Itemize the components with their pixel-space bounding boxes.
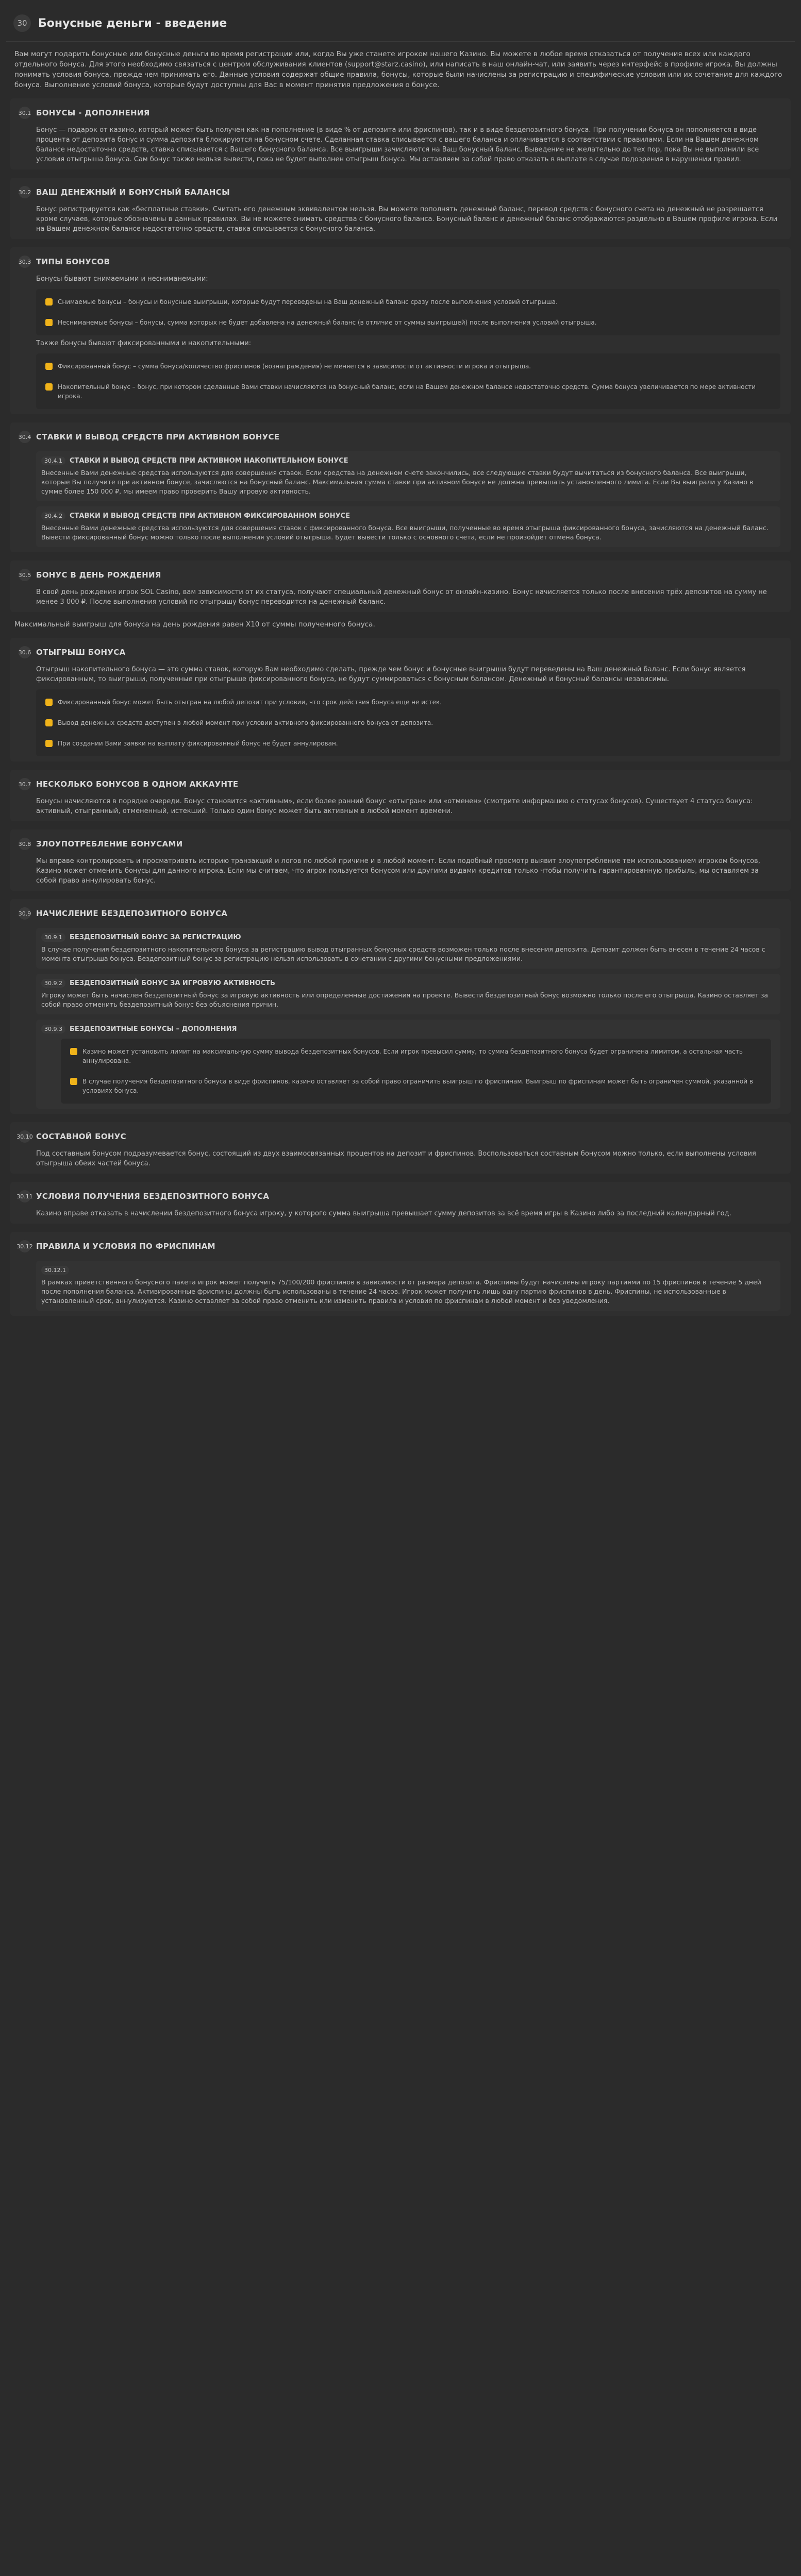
note-item — [40, 314, 776, 331]
section-30-10 — [10, 1122, 791, 1174]
types-intro: Также бонусы бывают фиксированными и накопительными: — [36, 340, 252, 347]
subsection-text: Игроку может быть начислен бездепозитный бонус за игровую активность или определенные достижения на проекте. Вывести бездепозитный бонус возможно только после его отыгрыша. Казино оставляет за собой право отменить бездепозитный бонус без объяснения причин. — [41, 991, 769, 1008]
section-title: ЗЛОУПОТРЕБЛЕНИЕ БОНУСАМИ — [36, 839, 183, 849]
section-number: 30.1 — [19, 107, 31, 119]
section-number: 30.9 — [19, 907, 31, 920]
note-text: Вывод денежных средств доступен в любой момент при условии активного фиксированного бонуса от депозита. — [58, 719, 433, 726]
section-number: 30.3 — [19, 256, 31, 268]
section-title: ОТЫГРЫШ БОНУСА — [36, 648, 126, 657]
section-30-4 — [10, 422, 791, 552]
section-title: БОНУСЫ - ДОПОЛНЕНИЯ — [36, 108, 150, 117]
note-item — [65, 1043, 767, 1070]
section-30-7 — [10, 770, 791, 821]
section-number: 30.10 — [19, 1130, 31, 1143]
subsection-title: СТАВКИ И ВЫВОД СРЕДСТВ ПРИ АКТИВНОМ ФИКСИРОВАННОМ БОНУСЕ — [70, 512, 351, 520]
note-text: Фиксированный бонус – сумма бонуса/количество фриспинов (вознаграждения) не меняется в зависимости от активности игрока и отыгрыша. — [58, 363, 531, 370]
notes-block — [36, 289, 780, 335]
info-dot-icon — [45, 298, 53, 306]
note-item — [40, 358, 776, 375]
subsection-header[interactable] — [41, 979, 775, 988]
section-title: БОНУС В ДЕНЬ РОЖДЕНИЯ — [36, 570, 161, 580]
subsection-30-9-1 — [36, 928, 780, 969]
section-30-12 — [10, 1232, 791, 1316]
subsection-number: 30.9.3 — [41, 1025, 65, 1033]
info-dot-icon — [45, 319, 53, 326]
note-text: При создании Вами заявки на выплату фиксированный бонус не будет аннулирован. — [58, 740, 338, 747]
subsection-number: 30.4.1 — [41, 456, 65, 465]
subsection-title: БЕЗДЕПОЗИТНЫЙ БОНУС ЗА ИГРОВУЮ АКТИВНОСТЬ — [70, 979, 275, 987]
section-number-badge: 30 — [13, 14, 31, 32]
notes-block — [36, 353, 780, 409]
section-30-11 — [10, 1182, 791, 1224]
section-header[interactable] — [16, 252, 785, 271]
section-body: Мы вправе контролировать и просматривать историю транзакций и логов по любой причине и в любой момент. Если подобный просмотр выявит злоупотребление тем использованием игроком бонусов, Казино может отменить бонусы для данного игрока. Если мы считаем, что игрок пользуется бонусом или другими видами кредитов только чтобы получить гарантированную прибыль, мы оставляем за собой право аннулировать бонус. — [36, 857, 760, 885]
section-header[interactable] — [16, 904, 785, 923]
section-title: ТИПЫ БОНУСОВ — [36, 257, 110, 266]
subsection-text: В рамках приветственного бонусного пакета игрок может получить 75/100/200 фриспинов в зависимости от размера депозита. Фриспины будут начислены игроку партиями по 15 фриспинов в течение 5 дней после пополнения баланса. Активированные фриспины должны быть использованы в течение 24 часов. Игрок может получить лишь одну партию фриспинов в день. Фриспины, не использованные в установленный срок, аннулируются. Казино оставляет за собой право отменить или изменить правила и условия по фриспинам в любой момент и без уведомления. — [41, 1278, 761, 1304]
note-text: В случае получения бездепозитного бонуса в виде фриспинов, казино оставляет за собой право ограничить выигрыш по фриспинам. Выигрыш по фриспинам может быть ограничен суммой, указанной в условиях бонуса. — [82, 1078, 753, 1094]
section-30-2 — [10, 178, 791, 239]
section-30-9 — [10, 899, 791, 1114]
section-30-5 — [10, 561, 791, 612]
section-body: Под составным бонусом подразумевается бонус, состоящий из двух взаимосвязанных процентов на депозит и фриспинов. Воспользоваться составным бонусом можно только, если выполнены условия отыгрыша обеих частей бонуса. — [36, 1150, 756, 1167]
intro-paragraph: Вам могут подарить бонусные или бонусные деньги во время регистрации или, когда Вы уже станете игроком нашего Казино. Вы можете в любое время отказаться от получения всех или каждого отдельного бонуса. Для этого необходимо связаться с центром обслуживания клиентов (support@starz.casino), или написать в наш онлайн-чат, или заявить через интерфейс в профиле игрока. Вы должны понимать условия бонуса, прежде чем принимать его. Данные условия содержат общие правила, бонусы, которые были начислены за регистрацию и специфические условия или их сочетание для каждого бонуса. Выполнение условий бонуса, которые будут доступны для Вас в момент принятия предложения о бонусе. — [14, 50, 782, 89]
section-number: 30.7 — [19, 778, 31, 790]
subsection-title: СТАВКИ И ВЫВОД СРЕДСТВ ПРИ АКТИВНОМ НАКОПИТЕЛЬНОМ БОНУСЕ — [70, 457, 348, 465]
subsection-30-4-1 — [36, 451, 780, 501]
info-dot-icon — [45, 383, 53, 391]
section-header[interactable] — [16, 1187, 785, 1206]
subsection-30-9-3 — [36, 1020, 780, 1109]
subsection-title: БЕЗДЕПОЗИТНЫЕ БОНУСЫ – ДОПОЛНЕНИЯ — [70, 1025, 237, 1033]
info-dot-icon — [45, 740, 53, 747]
subsection-text: Внесенные Вами денежные средства используются для совершения ставок с фиксированного бонуса. Все выигрыши, полученные во время отыгрыша фиксированного бонуса, зачисляются на денежный баланс. Вывести фиксированный бонус можно только после выполнения условий отыгрыша. Будет вывести только с основного счета, если не произойдет отмена бонуса. — [41, 524, 769, 541]
note-item — [40, 378, 776, 405]
info-dot-icon — [70, 1078, 77, 1085]
note-text: Несниманемые бонусы – бонусы, сумма которых не будет добавлена на денежный баланс (в отличие от суммы выигрышей) после выполнения условий отыгрыша. — [58, 319, 597, 326]
subsection-header[interactable] — [41, 512, 775, 520]
subsection-number: 30.9.1 — [41, 933, 65, 942]
subsection-text: В случае получения бездепозитного накопительного бонуса за регистрацию вывод отыгранных бонусных средств возможен только после внесения депозита. Депозит должен быть внесен в течение 24 часов с момента отыгрыша бонуса. Бездепозитный бонус за регистрацию нельзя использовать в сочетании с другими бонусными предложениями. — [41, 945, 765, 962]
subsection-title: БЕЗДЕПОЗИТНЫЙ БОНУС ЗА РЕГИСТРАЦИЮ — [70, 934, 241, 941]
info-dot-icon — [70, 1048, 77, 1055]
subsection-text: Внесенные Вами денежные средства используются для совершения ставок. Если средства на денежном счете закончились, все следующие ставки будут вычитаться из бонусного баланса. Все выигрыши, которые Вы получите при активном бонусе, зачисляются на бонусный баланс. Максимальная сумма ставки при активном бонусе не должна превышать установленного лимита. Если Вы выиграли у Казино в сумме более 150 000 ₽, мы имеем право проверить Вашу игровую активность. — [41, 469, 754, 495]
note-text: Снимаемые бонусы – бонусы и бонусные выигрыши, которые будут переведены на Ваш денежный баланс сразу после выполнения условий отыгрыша. — [58, 298, 558, 306]
section-30-6 — [10, 638, 791, 761]
info-dot-icon — [45, 699, 53, 706]
section-30-8 — [10, 829, 791, 891]
info-dot-icon — [45, 363, 53, 370]
subsection-header[interactable] — [41, 1025, 775, 1033]
section-header[interactable] — [16, 428, 785, 446]
section-title: ВАШ ДЕНЕЖНЫЙ И БОНУСНЫЙ БАЛАНСЫ — [36, 188, 230, 197]
note-item — [40, 293, 776, 311]
section-number: 30.11 — [19, 1190, 31, 1202]
section-number: 30.12 — [19, 1240, 31, 1252]
notes-block — [36, 689, 780, 756]
section-title: УСЛОВИЯ ПОЛУЧЕНИЯ БЕЗДЕПОЗИТНОГО БОНУСА — [36, 1192, 270, 1201]
section-title: ПРАВИЛА И УСЛОВИЯ ПО ФРИСПИНАМ — [36, 1242, 215, 1251]
subsection-30-9-2 — [36, 974, 780, 1014]
section-number: 30.8 — [19, 838, 31, 850]
subsection-header[interactable] — [41, 456, 775, 465]
section-header[interactable] — [16, 775, 785, 793]
footer-space — [6, 1316, 795, 1357]
section-number: 30.4 — [19, 431, 31, 443]
section-body: Казино вправе отказать в начислении бездепозитного бонуса игроку, у которого сумма выигрыша превышает сумму депозитов за всё время игры в Казино либо за последний календарный год. — [36, 1210, 731, 1217]
section-body: Бонус — подарок от казино, который может быть получен как на пополнение (в виде % от депозита или фриспинов), так и в виде бездепозитного бонуса. При получении бонуса он пополняется в виде процента от депозита бонус и сумма депозита блокируются на бонусном счете. Сделанная ставка списывается с вашего баланса и оплачивается в соответствии с правилами. Если на Вашем денежном балансе недостаточно средств, ставка списывается с Вашего бонусного баланса. Все выигрыши зачисляются на Ваш бонусный баланс. Выведение не желательно до тех пор, пока Вы не выполнили все условия отыгрыша бонуса. Сам бонус также нельзя вывести, пока не будет выполнен отыгрыш бонуса. Мы оставляем за собой право отказать в выплате в случае подозрения в нарушении правил. — [36, 126, 759, 163]
note-item — [40, 693, 776, 711]
section-title: СТАВКИ И ВЫВОД СРЕДСТВ ПРИ АКТИВНОМ БОНУСЕ — [36, 432, 280, 442]
section-body: Отыгрыш накопительного бонуса — это сумма ставок, которую Вам необходимо сделать, прежде чем бонус и бонусные выигрыши будут переведены на Ваш денежный баланс. Если бонус является фиксированным, то выигрыши, полученные при отыгрыше фиксированного бонуса, не будут суммироваться с бонусным балансом. Денежный и бонусный балансы независимы. — [36, 666, 746, 683]
section-body: Бонусы бывают снимаемыми и несниманемыми: — [36, 275, 208, 283]
section-header[interactable] — [16, 1127, 785, 1146]
section-30-3 — [10, 247, 791, 414]
section-title: НЕСКОЛЬКО БОНУСОВ В ОДНОМ АККАУНТЕ — [36, 779, 239, 789]
section-number: 30.5 — [19, 569, 31, 581]
subsection-30-4-2 — [36, 506, 780, 547]
subsection-30-12-1 — [36, 1261, 780, 1311]
section-30-1 — [10, 98, 791, 170]
subsection-number: 30.4.2 — [41, 512, 65, 520]
section-header[interactable] — [16, 835, 785, 853]
section-header[interactable] — [16, 1237, 785, 1256]
note-text: Фиксированный бонус может быть отыгран на любой депозит при условии, что срок действия бонуса еще не истек. — [58, 699, 442, 706]
note-item — [40, 735, 776, 752]
subsection-header[interactable] — [41, 1266, 775, 1275]
section-body: Бонус регистрируется как «бесплатные ставки». Считать его денежным эквивалентом нельзя. Вы можете пополнять денежный баланс, перевод средств с бонусного счета на денежный не разрешается кроме случаев, которые обозначены в данных правилах. Вы не можете снимать средства с бонусного баланса. Бонусный баланс и денежный баланс отображаются раздельно в Вашем профиле игрока. Если на Вашем денежном балансе недостаточно средств, ставка списывается с бонусного баланса. — [36, 206, 778, 233]
section-title: СОСТАВНОЙ БОНУС — [36, 1132, 126, 1141]
section-title: НАЧИСЛЕНИЕ БЕЗДЕПОЗИТНОГО БОНУСА — [36, 909, 228, 918]
note-text: Накопительный бонус – бонус, при котором сделанные Вами ставки начисляются на бонусный баланс, если на Вашем денежном балансе недостаточно средств. Сумма бонуса увеличивается по мере активности игрока. — [58, 383, 756, 400]
note-item — [40, 714, 776, 732]
section-body: Бонусы начисляются в порядке очереди. Бонус становится «активным», если более ранний бонус «отыгран» или «отменен» (смотрите информацию о статусах бонусов). Существует 4 статуса бонуса: активный, отыгранный, отмененный, истекший. Только один бонус может быть активным в любой момент времени. — [36, 798, 753, 815]
section-header[interactable] — [16, 643, 785, 662]
note-item — [65, 1073, 767, 1099]
section-number: 30.6 — [19, 646, 31, 658]
page-title: Бонусные деньги - введение — [38, 16, 227, 30]
section-header[interactable] — [16, 566, 785, 584]
page-header — [6, 10, 795, 42]
subsection-number: 30.9.2 — [41, 979, 65, 988]
section-header[interactable] — [16, 104, 785, 122]
section-number: 30.2 — [19, 186, 31, 198]
subsection-header[interactable] — [41, 933, 775, 942]
subsection-number: 30.12.1 — [41, 1266, 69, 1275]
section-body: В свой день рождения игрок SOL Casino, вам зависимости от их статуса, получают специальный денежный бонус от онлайн-казино. Бонус начисляется только после внесения трёх депозитов на сумму не менее 3 000 ₽. После выполнения условий по отыгрышу бонус переводится на денежный баланс. — [36, 588, 767, 606]
section-header[interactable] — [16, 183, 785, 201]
max-win-note: Максимальный выигрыш для бонуса на день рождения равен X10 от суммы полученного бонуса. — [14, 620, 375, 629]
info-dot-icon — [45, 719, 53, 726]
notes-block — [61, 1039, 771, 1104]
note-text: Казино может установить лимит на максимальную сумму вывода бездепозитных бонусов. Если игрок превысил сумму, то сумма бездепозитного бонуса будет ограничена лимитом, а остальная часть аннулирована. — [82, 1048, 743, 1064]
